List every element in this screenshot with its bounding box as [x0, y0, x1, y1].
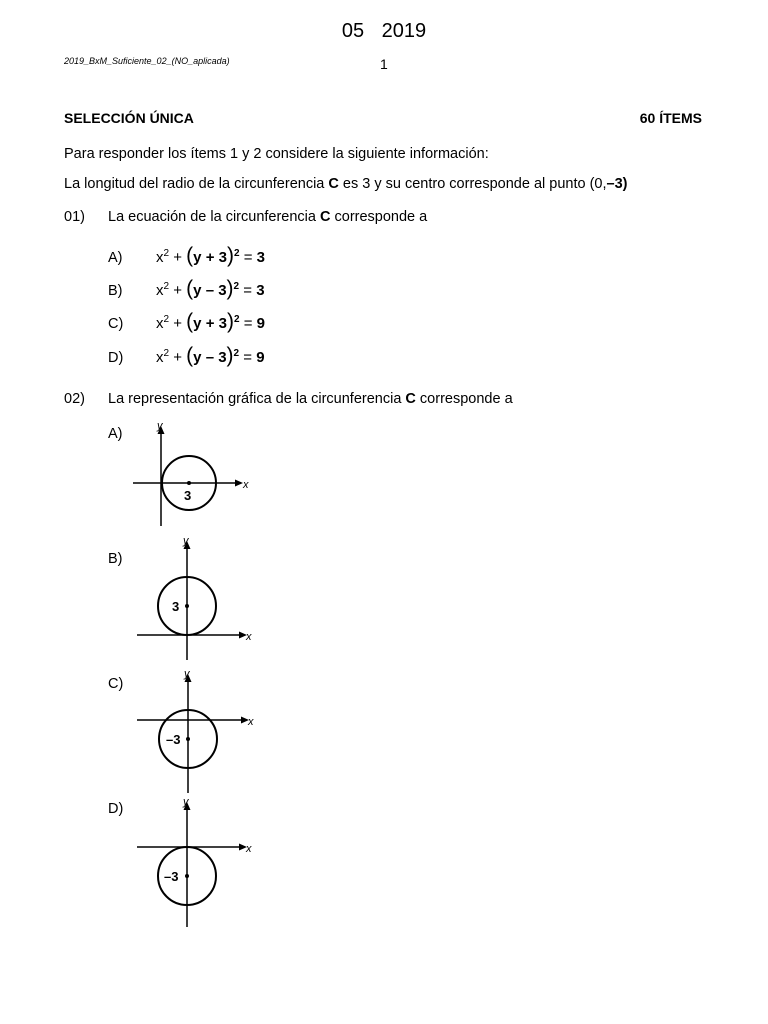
x-axis-label: x: [248, 716, 254, 728]
q2-option-c-graph[interactable]: [126, 666, 258, 796]
section-item-count: 60 ÍTEMS: [639, 110, 702, 126]
y-axis-label: y: [183, 796, 189, 808]
center-label: 3: [184, 488, 192, 503]
center-point: [187, 481, 191, 485]
x-axis-label: x: [246, 843, 252, 855]
section-title: SELECCIÓN ÚNICA: [64, 110, 194, 126]
exam-year: 2019: [381, 20, 427, 42]
q2-option-b-graph[interactable]: [126, 533, 256, 663]
q1-option-c-label[interactable]: C): [108, 316, 124, 332]
center-label: –3: [164, 869, 179, 884]
intro-line-1: Para responder los ítems 1 y 2 considere la siguiente información:: [64, 146, 489, 162]
center-label: –3: [166, 732, 181, 747]
center-label: 3: [172, 599, 180, 614]
q2-option-a-graph[interactable]: [126, 418, 256, 530]
q1-option-a-equation[interactable]: $x^2 + (y + 3)^2 = 3$: [156, 244, 265, 267]
q1-option-a-label[interactable]: A): [108, 250, 123, 266]
q2-option-a-label[interactable]: A): [108, 426, 123, 442]
q1-option-d-label[interactable]: D): [108, 350, 124, 366]
center-point: [185, 604, 189, 608]
exam-date: [0, 20, 768, 43]
question-1-number: 01): [64, 209, 85, 225]
exam-month: 05: [341, 20, 365, 42]
center-point: [185, 874, 189, 878]
file-identifier: 2019_BxM_Suficiente_02_(NO_aplicada): [64, 56, 230, 66]
center-point: [186, 737, 190, 741]
intro-line-2: La longitud del radio de la circunferencia C es 3 y su centro corresponde al punto (0,–3): [64, 176, 628, 192]
x-axis-label: x: [243, 479, 249, 491]
page-number: 1: [380, 56, 388, 72]
y-axis-label: y: [183, 535, 189, 547]
q2-option-d-label[interactable]: D): [108, 801, 124, 817]
question-1-text: La ecuación de la circunferencia C corresponde a: [108, 209, 428, 225]
question-2-number: 02): [64, 391, 85, 407]
q1-option-b-label[interactable]: B): [108, 283, 123, 299]
question-2-text: La representación gráfica de la circunferencia C corresponde a: [108, 391, 513, 407]
q1-option-b-equation[interactable]: $x^2 + (y - 3)^2 = 3$: [156, 277, 265, 300]
x-axis-label: x: [246, 631, 252, 643]
y-axis-label: y: [157, 420, 163, 432]
q2-option-c-label[interactable]: C): [108, 676, 124, 692]
q2-option-b-label[interactable]: B): [108, 551, 123, 567]
y-axis-label: y: [184, 668, 190, 680]
q2-option-d-graph[interactable]: [126, 794, 258, 930]
q1-option-d-equation[interactable]: $x^2 + (y - 3)^2 = 9$: [156, 344, 265, 367]
x-axis-arrow: [235, 480, 243, 487]
q1-option-c-equation[interactable]: $x^2 + (y + 3)^2 = 9$: [156, 310, 265, 333]
